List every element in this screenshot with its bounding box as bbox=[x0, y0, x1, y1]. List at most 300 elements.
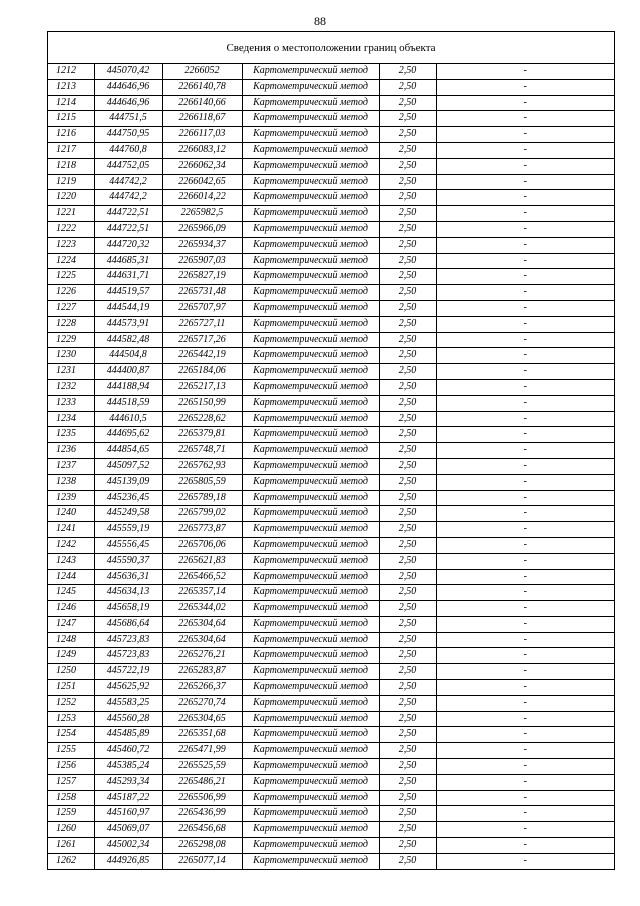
accuracy-cell: 2,50 bbox=[379, 285, 436, 301]
method-cell: Картометрический метод bbox=[242, 79, 379, 95]
note-cell: - bbox=[436, 269, 614, 285]
table-row bbox=[48, 648, 614, 664]
x-coordinate-cell: 445658,19 bbox=[94, 601, 162, 617]
table-row bbox=[48, 790, 614, 806]
table-row bbox=[48, 95, 614, 111]
x-coordinate-cell: 444518,59 bbox=[94, 395, 162, 411]
table-row bbox=[48, 553, 614, 569]
x-coordinate-cell: 445236,45 bbox=[94, 490, 162, 506]
y-coordinate-cell: 2265748,71 bbox=[162, 443, 242, 459]
note-cell: - bbox=[436, 474, 614, 490]
table-row bbox=[48, 221, 614, 237]
note-cell: - bbox=[436, 95, 614, 111]
x-coordinate-cell: 444750,95 bbox=[94, 127, 162, 143]
accuracy-cell: 2,50 bbox=[379, 174, 436, 190]
table-row bbox=[48, 490, 614, 506]
accuracy-cell: 2,50 bbox=[379, 474, 436, 490]
x-coordinate-cell: 444722,51 bbox=[94, 221, 162, 237]
point-number-cell: 1247 bbox=[48, 616, 94, 632]
accuracy-cell: 2,50 bbox=[379, 269, 436, 285]
method-cell: Картометрический метод bbox=[242, 395, 379, 411]
accuracy-cell: 2,50 bbox=[379, 743, 436, 759]
table-row bbox=[48, 806, 614, 822]
accuracy-cell: 2,50 bbox=[379, 300, 436, 316]
y-coordinate-cell: 2265266,37 bbox=[162, 680, 242, 696]
method-cell: Картометрический метод bbox=[242, 64, 379, 79]
x-coordinate-cell: 444631,71 bbox=[94, 269, 162, 285]
point-number-cell: 1226 bbox=[48, 285, 94, 301]
y-coordinate-cell: 2265827,19 bbox=[162, 269, 242, 285]
x-coordinate-cell: 445723,83 bbox=[94, 648, 162, 664]
method-cell: Картометрический метод bbox=[242, 838, 379, 854]
accuracy-cell: 2,50 bbox=[379, 427, 436, 443]
y-coordinate-cell: 2265471,99 bbox=[162, 743, 242, 759]
table-row bbox=[48, 774, 614, 790]
accuracy-cell: 2,50 bbox=[379, 680, 436, 696]
y-coordinate-cell: 2265731,48 bbox=[162, 285, 242, 301]
y-coordinate-cell: 2265276,21 bbox=[162, 648, 242, 664]
y-coordinate-cell: 2266118,67 bbox=[162, 111, 242, 127]
x-coordinate-cell: 444695,62 bbox=[94, 427, 162, 443]
point-number-cell: 1223 bbox=[48, 237, 94, 253]
method-cell: Картометрический метод bbox=[242, 206, 379, 222]
y-coordinate-cell: 2266140,66 bbox=[162, 95, 242, 111]
y-coordinate-cell: 2265357,14 bbox=[162, 585, 242, 601]
y-coordinate-cell: 2265217,13 bbox=[162, 379, 242, 395]
accuracy-cell: 2,50 bbox=[379, 727, 436, 743]
x-coordinate-cell: 445485,89 bbox=[94, 727, 162, 743]
table-row bbox=[48, 458, 614, 474]
accuracy-cell: 2,50 bbox=[379, 190, 436, 206]
note-cell: - bbox=[436, 585, 614, 601]
accuracy-cell: 2,50 bbox=[379, 853, 436, 868]
table-row bbox=[48, 253, 614, 269]
table-row bbox=[48, 695, 614, 711]
note-cell: - bbox=[436, 822, 614, 838]
note-cell: - bbox=[436, 174, 614, 190]
table-title: Сведения о местоположении границ объекта bbox=[48, 32, 614, 64]
method-cell: Картометрический метод bbox=[242, 190, 379, 206]
point-number-cell: 1238 bbox=[48, 474, 94, 490]
y-coordinate-cell: 2265283,87 bbox=[162, 664, 242, 680]
note-cell: - bbox=[436, 648, 614, 664]
table-row bbox=[48, 174, 614, 190]
note-cell: - bbox=[436, 616, 614, 632]
point-number-cell: 1253 bbox=[48, 711, 94, 727]
table-row bbox=[48, 300, 614, 316]
accuracy-cell: 2,50 bbox=[379, 64, 436, 79]
accuracy-cell: 2,50 bbox=[379, 411, 436, 427]
x-coordinate-cell: 445686,64 bbox=[94, 616, 162, 632]
y-coordinate-cell: 2265727,11 bbox=[162, 316, 242, 332]
table-row bbox=[48, 158, 614, 174]
x-coordinate-cell: 445097,52 bbox=[94, 458, 162, 474]
y-coordinate-cell: 2265150,99 bbox=[162, 395, 242, 411]
y-coordinate-cell: 2265966,09 bbox=[162, 221, 242, 237]
accuracy-cell: 2,50 bbox=[379, 443, 436, 459]
accuracy-cell: 2,50 bbox=[379, 585, 436, 601]
method-cell: Картометрический метод bbox=[242, 158, 379, 174]
x-coordinate-cell: 444685,31 bbox=[94, 253, 162, 269]
accuracy-cell: 2,50 bbox=[379, 506, 436, 522]
note-cell: - bbox=[436, 206, 614, 222]
note-cell: - bbox=[436, 443, 614, 459]
point-number-cell: 1216 bbox=[48, 127, 94, 143]
table-row bbox=[48, 111, 614, 127]
table-row bbox=[48, 411, 614, 427]
point-number-cell: 1229 bbox=[48, 332, 94, 348]
method-cell: Картометрический метод bbox=[242, 221, 379, 237]
accuracy-cell: 2,50 bbox=[379, 838, 436, 854]
point-number-cell: 1228 bbox=[48, 316, 94, 332]
y-coordinate-cell: 2265486,21 bbox=[162, 774, 242, 790]
table-row bbox=[48, 569, 614, 585]
method-cell: Картометрический метод bbox=[242, 522, 379, 538]
accuracy-cell: 2,50 bbox=[379, 569, 436, 585]
point-number-cell: 1220 bbox=[48, 190, 94, 206]
method-cell: Картометрический метод bbox=[242, 269, 379, 285]
x-coordinate-cell: 444751,5 bbox=[94, 111, 162, 127]
method-cell: Картометрический метод bbox=[242, 506, 379, 522]
accuracy-cell: 2,50 bbox=[379, 822, 436, 838]
point-number-cell: 1232 bbox=[48, 379, 94, 395]
method-cell: Картометрический метод bbox=[242, 285, 379, 301]
method-cell: Картометрический метод bbox=[242, 411, 379, 427]
accuracy-cell: 2,50 bbox=[379, 759, 436, 775]
y-coordinate-cell: 2265717,26 bbox=[162, 332, 242, 348]
x-coordinate-cell: 445002,34 bbox=[94, 838, 162, 854]
table-row bbox=[48, 348, 614, 364]
point-number-cell: 1237 bbox=[48, 458, 94, 474]
table-row bbox=[48, 142, 614, 158]
note-cell: - bbox=[436, 395, 614, 411]
y-coordinate-cell: 2266042,65 bbox=[162, 174, 242, 190]
note-cell: - bbox=[436, 332, 614, 348]
accuracy-cell: 2,50 bbox=[379, 332, 436, 348]
y-coordinate-cell: 2266062,34 bbox=[162, 158, 242, 174]
method-cell: Картометрический метод bbox=[242, 822, 379, 838]
y-coordinate-cell: 2265789,18 bbox=[162, 490, 242, 506]
y-coordinate-cell: 2265799,02 bbox=[162, 506, 242, 522]
table-row bbox=[48, 206, 614, 222]
note-cell: - bbox=[436, 522, 614, 538]
point-number-cell: 1241 bbox=[48, 522, 94, 538]
note-cell: - bbox=[436, 221, 614, 237]
method-cell: Картометрический метод bbox=[242, 490, 379, 506]
point-number-cell: 1254 bbox=[48, 727, 94, 743]
x-coordinate-cell: 445385,24 bbox=[94, 759, 162, 775]
table-row bbox=[48, 285, 614, 301]
method-cell: Картометрический метод bbox=[242, 237, 379, 253]
accuracy-cell: 2,50 bbox=[379, 127, 436, 143]
point-number-cell: 1222 bbox=[48, 221, 94, 237]
x-coordinate-cell: 445590,37 bbox=[94, 553, 162, 569]
table-row bbox=[48, 680, 614, 696]
x-coordinate-cell: 444720,32 bbox=[94, 237, 162, 253]
x-coordinate-cell: 445249,58 bbox=[94, 506, 162, 522]
note-cell: - bbox=[436, 237, 614, 253]
note-cell: - bbox=[436, 316, 614, 332]
x-coordinate-cell: 444400,87 bbox=[94, 364, 162, 380]
method-cell: Картометрический метод bbox=[242, 332, 379, 348]
x-coordinate-cell: 445560,28 bbox=[94, 711, 162, 727]
accuracy-cell: 2,50 bbox=[379, 616, 436, 632]
y-coordinate-cell: 2265304,64 bbox=[162, 616, 242, 632]
note-cell: - bbox=[523, 854, 527, 866]
point-number-cell: 1257 bbox=[48, 774, 94, 790]
y-coordinate-cell: 2266014,22 bbox=[162, 190, 242, 206]
point-number-cell: 1239 bbox=[48, 490, 94, 506]
note-cell: - bbox=[436, 253, 614, 269]
x-coordinate-cell: 445460,72 bbox=[94, 743, 162, 759]
point-number-cell: 1236 bbox=[48, 443, 94, 459]
point-number-cell: 1246 bbox=[48, 601, 94, 617]
y-coordinate-cell: 2266117,03 bbox=[162, 127, 242, 143]
accuracy-cell: 2,50 bbox=[379, 142, 436, 158]
note-cell: - bbox=[436, 490, 614, 506]
point-number-cell: 1251 bbox=[48, 680, 94, 696]
method-cell: Картометрический метод bbox=[242, 127, 379, 143]
coordinates-table bbox=[47, 31, 615, 870]
method-cell: Картометрический метод bbox=[242, 774, 379, 790]
point-number-cell: 1260 bbox=[48, 822, 94, 838]
point-number-cell: 1249 bbox=[48, 648, 94, 664]
table-row bbox=[48, 79, 614, 95]
point-number-cell: 1234 bbox=[48, 411, 94, 427]
method-cell: Картометрический метод bbox=[242, 790, 379, 806]
y-coordinate-cell: 2265907,03 bbox=[162, 253, 242, 269]
note-cell: - bbox=[436, 711, 614, 727]
point-number-cell: 1221 bbox=[48, 206, 94, 222]
accuracy-cell: 2,50 bbox=[379, 348, 436, 364]
note-cell: - bbox=[436, 506, 614, 522]
accuracy-cell: 2,50 bbox=[379, 364, 436, 380]
accuracy-cell: 2,50 bbox=[379, 221, 436, 237]
table-row bbox=[48, 711, 614, 727]
table-row bbox=[48, 237, 614, 253]
x-coordinate-cell: 445160,97 bbox=[94, 806, 162, 822]
accuracy-cell: 2,50 bbox=[379, 522, 436, 538]
y-coordinate-cell: 2265442,19 bbox=[162, 348, 242, 364]
note-cell: - bbox=[436, 79, 614, 95]
method-cell: Картометрический метод bbox=[242, 364, 379, 380]
table-row bbox=[48, 743, 614, 759]
note-cell: - bbox=[436, 537, 614, 553]
method-cell: Картометрический метод bbox=[242, 458, 379, 474]
note-cell: - bbox=[436, 838, 614, 854]
method-cell: Картометрический метод bbox=[242, 553, 379, 569]
accuracy-cell: 2,50 bbox=[379, 553, 436, 569]
x-coordinate-cell: 445722,19 bbox=[94, 664, 162, 680]
note-cell: - bbox=[436, 680, 614, 696]
table-row bbox=[48, 838, 614, 854]
point-number-cell: 1219 bbox=[48, 174, 94, 190]
method-cell: Картометрический метод bbox=[242, 601, 379, 617]
table-row bbox=[48, 537, 614, 553]
point-number-cell: 1218 bbox=[48, 158, 94, 174]
y-coordinate-cell: 2265184,06 bbox=[162, 364, 242, 380]
x-coordinate-cell: 444646,96 bbox=[94, 79, 162, 95]
method-cell: Картометрический метод bbox=[242, 174, 379, 190]
method-cell: Картометрический метод bbox=[242, 348, 379, 364]
y-coordinate-cell: 2265466,52 bbox=[162, 569, 242, 585]
note-cell: - bbox=[436, 64, 614, 79]
accuracy-cell: 2,50 bbox=[379, 95, 436, 111]
point-number-cell: 1243 bbox=[48, 553, 94, 569]
point-number-cell: 1250 bbox=[48, 664, 94, 680]
x-coordinate-cell: 444646,96 bbox=[94, 95, 162, 111]
point-number-cell: 1259 bbox=[48, 806, 94, 822]
table-row bbox=[48, 506, 614, 522]
y-coordinate-cell: 2265456,68 bbox=[162, 822, 242, 838]
x-coordinate-cell: 444519,57 bbox=[94, 285, 162, 301]
accuracy-cell: 2,50 bbox=[379, 316, 436, 332]
table-row bbox=[48, 522, 614, 538]
note-cell: - bbox=[436, 695, 614, 711]
method-cell: Картометрический метод bbox=[242, 379, 379, 395]
method-cell: Картометрический метод bbox=[242, 632, 379, 648]
accuracy-cell: 2,50 bbox=[379, 632, 436, 648]
method-cell: Картометрический метод bbox=[242, 727, 379, 743]
x-coordinate-cell: 444573,91 bbox=[94, 316, 162, 332]
note-cell: - bbox=[436, 411, 614, 427]
accuracy-cell: 2,50 bbox=[379, 537, 436, 553]
accuracy-cell: 2,50 bbox=[379, 648, 436, 664]
accuracy-cell: 2,50 bbox=[379, 158, 436, 174]
table-row bbox=[48, 269, 614, 285]
y-coordinate-cell: 2266083,12 bbox=[162, 142, 242, 158]
y-coordinate-cell: 2265934,37 bbox=[162, 237, 242, 253]
method-cell: Картометрический метод bbox=[242, 474, 379, 490]
point-number-cell: 1217 bbox=[48, 142, 94, 158]
table-row bbox=[48, 632, 614, 648]
table-row bbox=[48, 759, 614, 775]
point-number-cell: 1215 bbox=[48, 111, 94, 127]
note-cell: - bbox=[436, 743, 614, 759]
accuracy-cell: 2,50 bbox=[379, 111, 436, 127]
point-number-cell: 1255 bbox=[48, 743, 94, 759]
table-body bbox=[48, 64, 614, 869]
method-cell: Картометрический метод bbox=[242, 95, 379, 111]
x-coordinate-cell: 444742,2 bbox=[94, 190, 162, 206]
point-number-cell: 1212 bbox=[48, 64, 94, 79]
table-row bbox=[48, 316, 614, 332]
accuracy-cell: 2,50 bbox=[379, 490, 436, 506]
accuracy-cell: 2,50 bbox=[379, 774, 436, 790]
note-cell: - bbox=[436, 364, 614, 380]
method-cell: Картометрический метод bbox=[242, 680, 379, 696]
point-number-cell: 1225 bbox=[48, 269, 94, 285]
point-number-cell: 1258 bbox=[48, 790, 94, 806]
accuracy-cell: 2,50 bbox=[379, 253, 436, 269]
point-number-cell: 1231 bbox=[48, 364, 94, 380]
table-row bbox=[48, 190, 614, 206]
y-coordinate-cell: 2265304,64 bbox=[162, 632, 242, 648]
method-cell: Картометрический метод bbox=[242, 695, 379, 711]
x-coordinate-cell: 445139,09 bbox=[94, 474, 162, 490]
x-coordinate-cell: 445069,07 bbox=[94, 822, 162, 838]
table-row bbox=[48, 127, 614, 143]
x-coordinate-cell: 444582,48 bbox=[94, 332, 162, 348]
point-number-cell: 1262 bbox=[48, 853, 94, 868]
y-coordinate-cell: 2265762,93 bbox=[162, 458, 242, 474]
accuracy-cell: 2,50 bbox=[379, 395, 436, 411]
x-coordinate-cell: 445583,25 bbox=[94, 695, 162, 711]
table-row bbox=[48, 64, 614, 79]
accuracy-cell: 2,50 bbox=[379, 790, 436, 806]
method-cell: Картометрический метод bbox=[242, 443, 379, 459]
table-row bbox=[48, 427, 614, 443]
note-cell: - bbox=[436, 300, 614, 316]
x-coordinate-cell: 445187,22 bbox=[94, 790, 162, 806]
method-cell: Картометрический метод bbox=[242, 142, 379, 158]
y-coordinate-cell: 2265351,68 bbox=[162, 727, 242, 743]
y-coordinate-cell: 2265379,81 bbox=[162, 427, 242, 443]
y-coordinate-cell: 2265228,62 bbox=[162, 411, 242, 427]
note-cell: - bbox=[436, 190, 614, 206]
table-row bbox=[48, 379, 614, 395]
table-row bbox=[48, 474, 614, 490]
y-coordinate-cell: 2265805,59 bbox=[162, 474, 242, 490]
x-coordinate-cell: 445634,13 bbox=[94, 585, 162, 601]
method-cell: Картометрический метод bbox=[242, 537, 379, 553]
note-cell: - bbox=[436, 553, 614, 569]
accuracy-cell: 2,50 bbox=[379, 711, 436, 727]
x-coordinate-cell: 445636,31 bbox=[94, 569, 162, 585]
table-row bbox=[48, 601, 614, 617]
table-row bbox=[48, 443, 614, 459]
x-coordinate-cell: 444752,05 bbox=[94, 158, 162, 174]
point-number-cell: 1256 bbox=[48, 759, 94, 775]
x-coordinate-cell: 445556,45 bbox=[94, 537, 162, 553]
point-number-cell: 1214 bbox=[48, 95, 94, 111]
point-number-cell: 1244 bbox=[48, 569, 94, 585]
point-number-cell: 1233 bbox=[48, 395, 94, 411]
y-coordinate-cell: 2265621,83 bbox=[162, 553, 242, 569]
method-cell: Картометрический метод bbox=[242, 253, 379, 269]
page-number: 88 bbox=[314, 14, 326, 28]
x-coordinate-cell: 445293,34 bbox=[94, 774, 162, 790]
x-coordinate-cell: 445625,92 bbox=[94, 680, 162, 696]
y-coordinate-cell: 2265506,99 bbox=[162, 790, 242, 806]
method-cell: Картометрический метод bbox=[242, 759, 379, 775]
point-number-cell: 1235 bbox=[48, 427, 94, 443]
accuracy-cell: 2,50 bbox=[379, 79, 436, 95]
table-row bbox=[48, 364, 614, 380]
accuracy-cell: 2,50 bbox=[379, 206, 436, 222]
accuracy-cell: 2,50 bbox=[379, 379, 436, 395]
note-cell: - bbox=[436, 664, 614, 680]
note-cell: - bbox=[436, 790, 614, 806]
note-cell: - bbox=[436, 285, 614, 301]
accuracy-cell: 2,50 bbox=[379, 601, 436, 617]
y-coordinate-cell: 2265344,02 bbox=[162, 601, 242, 617]
x-coordinate-cell: 444504,8 bbox=[94, 348, 162, 364]
x-coordinate-cell: 444188,94 bbox=[94, 379, 162, 395]
x-coordinate-cell: 444544,19 bbox=[94, 300, 162, 316]
point-number-cell: 1248 bbox=[48, 632, 94, 648]
method-cell: Картометрический метод bbox=[242, 569, 379, 585]
point-number-cell: 1230 bbox=[48, 348, 94, 364]
accuracy-cell: 2,50 bbox=[379, 237, 436, 253]
note-cell: - bbox=[436, 158, 614, 174]
method-cell: Картометрический метод bbox=[242, 111, 379, 127]
accuracy-cell: 2,50 bbox=[379, 664, 436, 680]
note-cell: - bbox=[436, 569, 614, 585]
y-coordinate-cell: 2265270,74 bbox=[162, 695, 242, 711]
method-cell: Картометрический метод bbox=[242, 743, 379, 759]
point-number-cell: 1261 bbox=[48, 838, 94, 854]
